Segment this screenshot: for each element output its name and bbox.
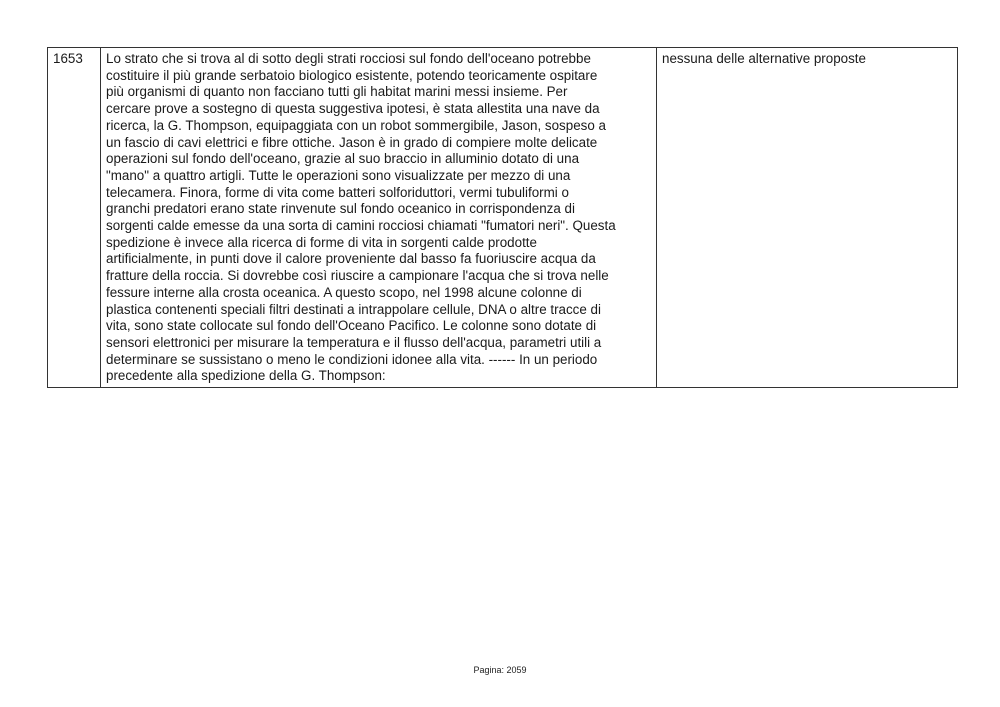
question-table (47, 47, 958, 388)
question-line: un fascio di cavi elettrici e fibre ottiche. Jason è in grado di compiere molte delicate (106, 134, 598, 150)
question-line: sensori elettronici per misurare la temperatura e il flusso dell'acqua, parametri utili a (106, 334, 602, 350)
question-line: granchi predatori erano state rinvenute sul fondo oceanico in corrispondenza di (106, 201, 575, 217)
question-line: telecamera. Finora, forme di vita come batteri solforiduttori, vermi tubuliformi o (106, 184, 569, 200)
question-line: costituire il più grande serbatoio biologico esistente, potendo teoricamente ospitare (106, 67, 598, 83)
question-line: spedizione è invece alla ricerca di forme di vita in sorgenti calde prodotte (106, 234, 537, 250)
question-line: fessure interne alla crosta oceanica. A questo scopo, nel 1998 alcune colonne di (106, 284, 582, 300)
answer-text: nessuna delle alternative proposte (657, 48, 958, 388)
question-line: ricerca, la G. Thompson, equipaggiata con un robot sommergibile, Jason, sospeso a (106, 117, 606, 133)
question-line: più organismi di quanto non facciano tutti gli habitat marini messi insieme. Per (106, 84, 568, 100)
question-line: artificialmente, in punti dove il calore proveniente dal basso fa fuoriuscire acqua da (106, 251, 596, 267)
question-line: fratture della roccia. Si dovrebbe così riuscire a campionare l'acqua che si trova nelle (106, 268, 609, 284)
page-number: Pagina: 2059 (473, 665, 527, 675)
question-line: determinare se sussistano o meno le condizioni idonee alla vita. ------ In un periodo (106, 351, 598, 367)
question-line: precedente alla spedizione della G. Thompson: (106, 368, 386, 384)
question-line: vita, sono state collocate sul fondo dell'Oceano Pacifico. Le colonne sono dotate di (106, 318, 597, 334)
question-line: "mano" a quattro artigli. Tutte le operazioni sono visualizzate per mezzo di una (106, 167, 571, 183)
table-row (48, 48, 958, 388)
question-number: 1653 (48, 48, 101, 388)
question-line: cercare prove a sostegno di questa suggestiva ipotesi, è stata allestita una nave da (106, 101, 600, 117)
question-line: sorgenti calde emesse da una sorta di camini rocciosi chiamati "fumatori neri". Questa (106, 218, 616, 234)
question-text (101, 48, 657, 388)
question-line: Lo strato che si trova al di sotto degli strati rocciosi sul fondo dell'oceano potrebbe (106, 51, 591, 66)
question-line: operazioni sul fondo dell'oceano, grazie al suo braccio in alluminio dotato di una (106, 151, 580, 167)
question-line: plastica contenenti speciali filtri destinati a intrappolare cellule, DNA o altre tracce di (106, 301, 601, 317)
